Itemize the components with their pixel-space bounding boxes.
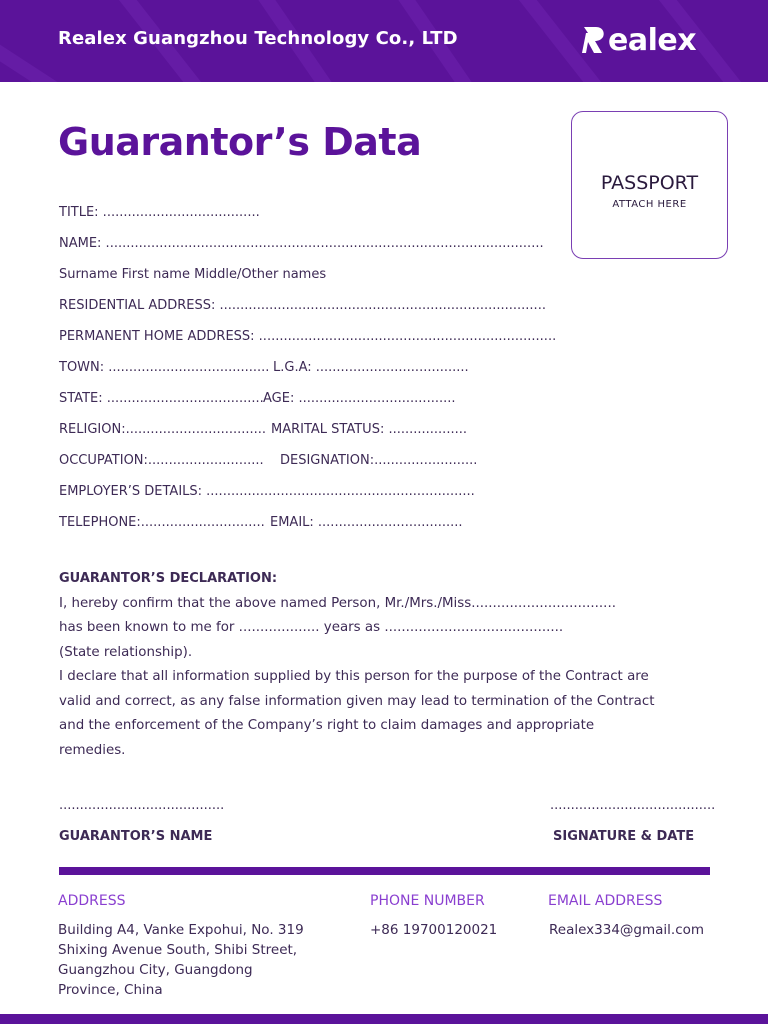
- state-field[interactable]: STATE: ......................................: [59, 391, 264, 406]
- residential-address-field[interactable]: RESIDENTIAL ADDRESS: ...............................................................................: [59, 298, 546, 313]
- marital-status-field[interactable]: MARITAL STATUS: ...................: [271, 422, 467, 437]
- company-name: Realex Guangzhou Technology Co., LTD: [58, 28, 458, 49]
- town-field[interactable]: TOWN: .......................................: [59, 360, 270, 375]
- logo-text: ealex: [608, 22, 697, 58]
- declaration-line: valid and correct, as any false information given may lead to termination of the Contract: [59, 694, 655, 709]
- declaration-line: has been known to me for ................... years as ..........................................: [59, 620, 564, 635]
- name-field[interactable]: NAME: ..........................................................................................................: [59, 236, 544, 251]
- passport-sublabel: ATTACH HERE: [612, 199, 687, 210]
- logo-r-icon: [582, 25, 606, 55]
- footer-bar: [0, 1014, 768, 1024]
- telephone-field[interactable]: TELEPHONE:..............................: [59, 515, 265, 530]
- declaration-line: remedies.: [59, 743, 126, 758]
- occupation-field[interactable]: OCCUPATION:............................: [59, 453, 264, 468]
- guarantor-name-line[interactable]: ........................................: [59, 798, 225, 813]
- declaration-line: I declare that all information supplied by this person for the purpose of the Contract are: [59, 669, 649, 684]
- name-hint: Surname First name Middle/Other names: [59, 267, 327, 282]
- phone-heading: PHONE NUMBER: [370, 893, 485, 909]
- signature-date-label: SIGNATURE & DATE: [553, 829, 695, 844]
- address-line: Shixing Avenue South, Shibi Street,: [58, 942, 298, 958]
- employer-details-field[interactable]: EMPLOYER’S DETAILS: .................................................................: [59, 484, 475, 499]
- section-divider: [59, 867, 710, 875]
- address-heading: ADDRESS: [58, 893, 126, 909]
- declaration-line: (State relationship).: [59, 645, 193, 660]
- page-title: Guarantor’s Data: [58, 120, 422, 164]
- age-field[interactable]: AGE: ......................................: [263, 391, 456, 406]
- declaration-line: I, hereby confirm that the above named Person, Mr./Mrs./Miss..................................: [59, 596, 616, 611]
- email-address[interactable]: Realex334@gmail.com: [549, 922, 705, 938]
- passport-photo-box[interactable]: [571, 111, 728, 259]
- declaration-heading: GUARANTOR’S DECLARATION:: [59, 571, 278, 586]
- realex-logo: [582, 22, 696, 58]
- email-heading: EMAIL ADDRESS: [548, 893, 663, 909]
- header-bar: [0, 0, 768, 82]
- address-line: Guangzhou City, Guangdong: [58, 962, 253, 978]
- passport-label: PASSPORT: [600, 172, 699, 194]
- permanent-address-field[interactable]: PERMANENT HOME ADDRESS: ........................................................................: [59, 329, 557, 344]
- guarantor-name-label: GUARANTOR’S NAME: [59, 829, 213, 844]
- email-field[interactable]: EMAIL: ...................................: [270, 515, 463, 530]
- address-line: Building A4, Vanke Expohui, No. 319: [58, 922, 304, 938]
- designation-field[interactable]: DESIGNATION:.........................: [280, 453, 478, 468]
- signature-date-line[interactable]: ........................................: [550, 798, 716, 813]
- lga-field[interactable]: L.G.A: .....................................: [273, 360, 469, 375]
- address-block: [58, 920, 304, 1000]
- religion-field[interactable]: RELIGION:..................................: [59, 422, 267, 437]
- title-field[interactable]: TITLE: ......................................: [59, 205, 260, 220]
- address-line: Province, China: [58, 982, 163, 998]
- phone-number[interactable]: +86 19700120021: [370, 922, 498, 938]
- declaration-line: and the enforcement of the Company’s right to claim damages and appropriate: [59, 718, 595, 733]
